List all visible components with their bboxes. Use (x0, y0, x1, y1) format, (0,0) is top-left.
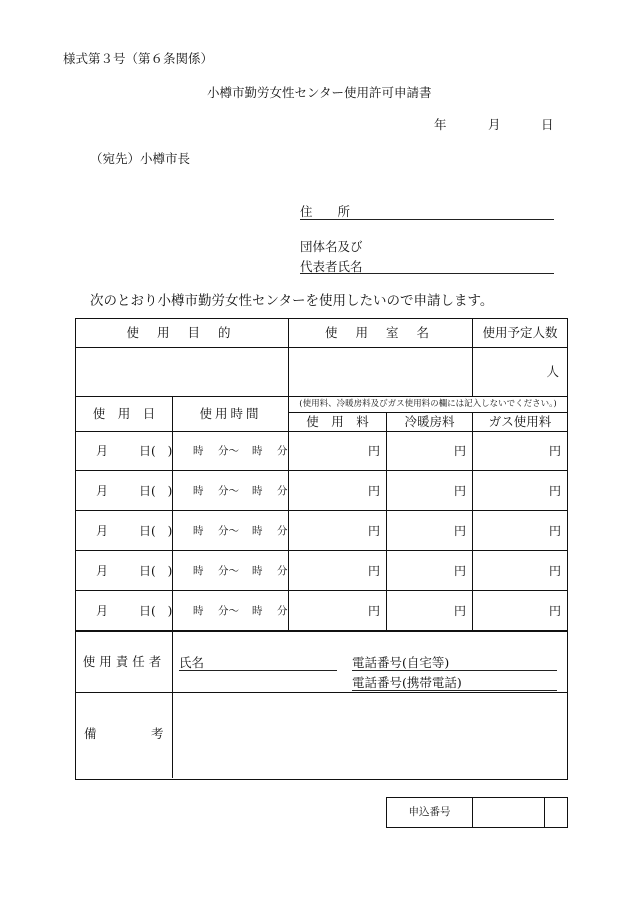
row-end-minute: 分 (277, 565, 288, 577)
row-aircon-fee: 円 (453, 444, 466, 458)
row-start-hour: 時 (193, 605, 204, 617)
fee-header-usage: 使 用 料 (306, 413, 369, 429)
address-field[interactable] (300, 219, 554, 220)
row-end-minute: 分 (277, 485, 288, 497)
row-day-label: 日( ) (139, 484, 173, 498)
fee-note: (使用料、冷暖房料及びガス使用料の欄には記入しないでください。) (299, 399, 557, 410)
row-gas-fee: 円 (548, 483, 561, 498)
phone-mobile-label: 電話番号(携帯電話) (352, 675, 462, 690)
form-title: 小樽市勤労女性センター使用許可申請書 (207, 85, 432, 100)
date-day-label: 日 (541, 117, 554, 132)
row-end-hour: 時 (252, 605, 263, 617)
application-number-suffix-field[interactable] (545, 798, 566, 827)
application-number-field[interactable] (473, 798, 544, 827)
responsible-label: 使用責任者 (82, 653, 166, 669)
row-end-hour: 時 (252, 525, 263, 537)
fee-header-aircon: 冷暖房料 (404, 413, 455, 429)
application-number-label: 申込番号 (408, 806, 451, 819)
intro-text: 次のとおり小樽市勤労女性センターを使用したいので申請します。 (90, 293, 494, 309)
row-start-hour: 時 (193, 485, 204, 497)
row-day-label: 日( ) (139, 564, 173, 578)
row-start-hour: 時 (193, 525, 204, 537)
phone-home-label: 電話番号(自宅等) (352, 655, 450, 670)
row-aircon-fee: 円 (453, 563, 466, 578)
row-day-label: 日( ) (139, 524, 173, 538)
room-input[interactable] (289, 348, 472, 396)
representative-label: 代表者氏名 (300, 259, 363, 274)
row-month-label: 月 (96, 484, 109, 498)
representative-field[interactable] (300, 273, 554, 274)
people-unit[interactable]: 人 (546, 363, 559, 379)
row-day-label: 日( ) (139, 604, 173, 618)
row-aircon-fee: 円 (453, 483, 466, 498)
remarks-field[interactable] (173, 693, 566, 777)
row-gas-fee: 円 (548, 563, 561, 578)
row-usage-fee: 円 (367, 444, 380, 458)
row-start-hour: 時 (193, 565, 204, 577)
row-usage-fee: 円 (367, 483, 380, 498)
remarks-label-part2: 考 (151, 726, 164, 741)
row-aircon-fee: 円 (453, 523, 466, 538)
date-year-label: 年 (434, 117, 447, 132)
row-end-hour: 時 (252, 565, 263, 577)
time-header: 使用時間 (199, 405, 262, 421)
row-start-hour: 時 (193, 445, 204, 457)
responsible-name-field[interactable] (179, 670, 337, 671)
address-label: 住 所 (300, 204, 351, 219)
row-end-minute: 分 (277, 525, 288, 537)
row-month-label: 月 (96, 564, 109, 578)
row-usage-fee: 円 (367, 563, 380, 578)
row-day-label: 日( ) (139, 444, 173, 458)
row-gas-fee: 円 (548, 523, 561, 538)
row-start-minute: 分～ (218, 605, 239, 617)
purpose-header: 使 用 目 的 (126, 324, 238, 340)
group-name-label: 団体名及び (300, 239, 363, 254)
row-end-minute: 分 (277, 445, 288, 457)
row-gas-fee: 円 (548, 603, 561, 618)
row-month-label: 月 (96, 604, 109, 618)
remarks-label-part1: 備 (84, 726, 97, 741)
room-header: 使 用 室 名 (325, 324, 436, 340)
row-month-label: 月 (96, 524, 109, 538)
phone-home-field[interactable] (352, 670, 557, 671)
people-header: 使用予定人数 (482, 324, 558, 340)
row-start-minute: 分～ (218, 525, 239, 537)
addressee: （宛先）小樽市長 (90, 151, 191, 166)
row-gas-fee: 円 (548, 444, 561, 458)
purpose-input[interactable] (76, 348, 288, 396)
row-usage-fee: 円 (367, 523, 380, 538)
row-start-minute: 分～ (218, 565, 239, 577)
row-end-hour: 時 (252, 445, 263, 457)
row-end-hour: 時 (252, 485, 263, 497)
date-month-label: 月 (488, 117, 501, 132)
row-start-minute: 分～ (218, 485, 239, 497)
row-usage-fee: 円 (367, 603, 380, 618)
row-end-minute: 分 (277, 605, 288, 617)
form-number-label: 様式第３号（第６条関係） (63, 51, 214, 66)
row-aircon-fee: 円 (453, 603, 466, 618)
responsible-name-label: 氏名 (179, 655, 205, 670)
phone-mobile-field[interactable] (352, 690, 557, 691)
fee-header-gas: ガス使用料 (488, 413, 552, 429)
row-start-minute: 分～ (218, 445, 239, 457)
row-month-label: 月 (96, 444, 109, 458)
date-header: 使 用 日 (92, 405, 156, 421)
